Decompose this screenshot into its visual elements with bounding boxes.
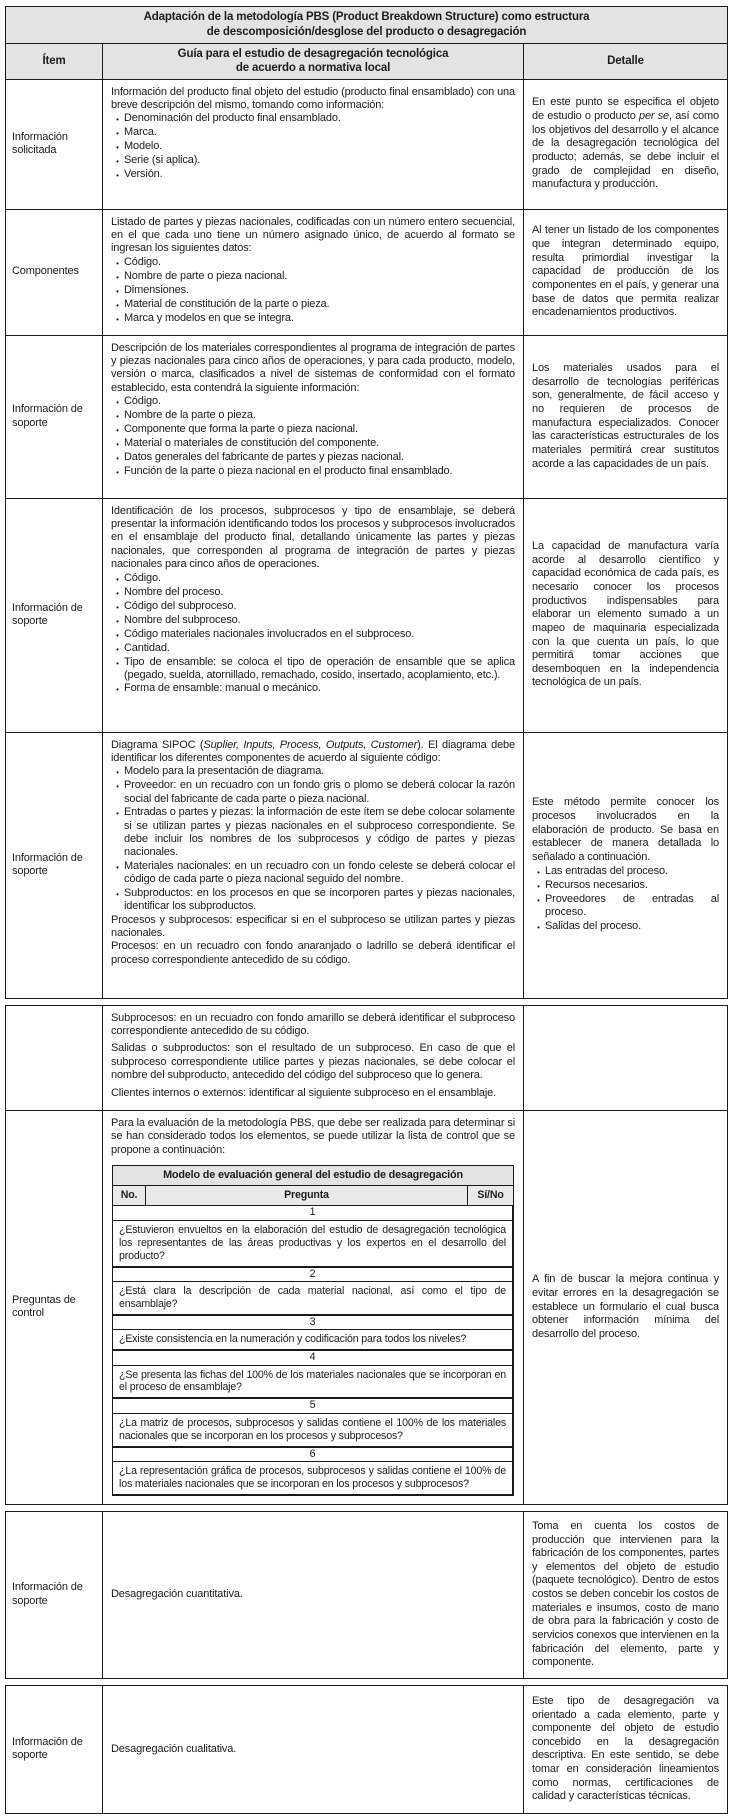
guide-cell	[103, 1686, 524, 1813]
bullet-dot: •	[537, 922, 540, 932]
bullet-text: Versión.	[124, 168, 163, 181]
paragraph: Los materiales usados para el desarrollo de tecnologías periféricas son, generalmente, de fácil acceso y no requieren de procesos de manufactura especializados. Conocer las características estructurales de los materiales permitirá crear sustitutos acorde a las capacidades de un país.	[532, 362, 719, 470]
bullet-text: Nombre del subproceso.	[124, 613, 241, 626]
paragraph	[532, 96, 719, 191]
item-label: Información de soporte	[12, 1735, 83, 1762]
bullet-text: Material de constitución de la parte o pieza.	[124, 297, 330, 310]
bullet-item	[111, 779, 515, 806]
checklist-col-question: Pregunta	[146, 1186, 468, 1205]
paragraph: Para la evaluación de la metodología PBS, que debe ser realizada para determinar si se han considerado todos los elementos, se puede utilizar la lista de control que se propone a continuación:	[111, 1117, 515, 1156]
paragraph: Al tener un listado de los componentes que integran determinado equipo, resulta primordial investigar la capacidad de producción de los componentes en el país, y generar una base de datos que permita realizar encadenamientos productivos.	[532, 224, 719, 319]
bullet-dot: •	[116, 782, 119, 792]
item-label: Información de soporte	[12, 1581, 83, 1607]
detail-cell	[524, 1512, 727, 1678]
bullet-dot: •	[116, 574, 119, 584]
item-cell	[6, 1686, 103, 1813]
bullet-dot: •	[116, 768, 119, 778]
bullet-item	[111, 409, 515, 423]
bullet-item	[111, 628, 515, 642]
bullet-dot: •	[116, 644, 119, 654]
guide-cell	[103, 210, 524, 335]
guide-cell	[103, 1006, 524, 1110]
checklist-header-row	[113, 1186, 513, 1205]
detail-cell	[524, 80, 727, 209]
yesno-cell	[113, 1494, 513, 1495]
bullet-dot: •	[116, 300, 119, 310]
bullet-item	[111, 437, 515, 451]
item-label: Información de soporte	[12, 403, 83, 429]
table-rows-group-1	[6, 79, 727, 998]
bullet-dot: •	[537, 881, 540, 891]
question-text: ¿Se presenta las fichas del 100% de los materiales nacionales que se incorporan en el proceso de ensamblaje?	[113, 1365, 513, 1398]
bullet-dot: •	[116, 862, 119, 872]
question-text: ¿Está clara la descripción de cada material nacional, así como el tipo de ensamblaje?	[113, 1281, 513, 1314]
column-header-item	[6, 44, 103, 79]
checklist-col-yesno: Sí/No	[477, 1189, 504, 1202]
bullet-text: Serie (si aplica).	[124, 154, 201, 167]
paragraph: Este tipo de desagregación va orientado a cada elemento, parte y componente del objeto de estudio concebido en la desagregación descriptiva. En este sentido, se debe tomar en consideración lineamientos como normas, certificaciones de calidad y características técnicas.	[532, 1694, 719, 1803]
table-block-page2	[5, 1005, 728, 1505]
table-rows-group-3	[6, 1512, 727, 1678]
column-header-row	[6, 44, 727, 79]
bullet-dot: •	[116, 630, 119, 640]
guide-cell	[103, 336, 524, 498]
bullet-text: Código.	[124, 571, 161, 584]
column-header-detail-label: Detalle	[607, 55, 644, 68]
bullet-item	[111, 284, 515, 298]
bullet-item	[111, 298, 515, 312]
text-run: ). El diagrama debe identificar los diferentes componentes de acuerdo al siguiente código:	[111, 738, 515, 765]
bullet-item	[111, 682, 515, 696]
detail-cell	[524, 210, 727, 335]
bullet-item	[532, 865, 719, 879]
paragraph: Subprocesos: en un recuadro con fondo amarillo se deberá identificar el subproceso correspondiente antecedido de su código.	[111, 1011, 515, 1038]
item-cell	[6, 80, 103, 209]
checklist-table	[112, 1165, 514, 1496]
bullet-text: Código materiales nacionales involucrados en el subproceso.	[124, 627, 415, 640]
column-header-detail	[524, 44, 727, 79]
column-header-guide	[103, 44, 524, 79]
item-cell	[6, 1512, 103, 1678]
bullet-dot: •	[116, 426, 119, 436]
bullet-dot: •	[116, 440, 119, 450]
paragraph: Descripción de los materiales correspondientes al programa de integración de partes y piezas nacionales para cinco años de operaciones, y para cada producto, modelo, versión o marca, clasificados a nivel de sistemas de conformidad con el formato establecido, esta contendrá la siguiente información:	[111, 341, 515, 394]
bullet-text: Modelo para la presentación de diagrama.	[124, 765, 325, 778]
question-text: ¿La matriz de procesos, subprocesos y salidas contiene el 100% de los materiales nacionales que se incorporan en los procesos y subprocesos?	[113, 1413, 513, 1446]
bullet-dot: •	[116, 258, 119, 268]
bullet-dot: •	[116, 588, 119, 598]
guide-cell	[103, 1512, 524, 1678]
bullet-item	[111, 154, 515, 168]
bullet-dot: •	[116, 602, 119, 612]
column-header-guide-line1: Guía para el estudio de desagregación tecnológica	[177, 47, 449, 60]
paragraph: Procesos y subprocesos: especificar si en el subproceso se utilizan partes y piezas nacionales.	[111, 913, 515, 939]
item-label: Información de soporte	[12, 851, 83, 878]
bullet-text: Recursos necesarios.	[545, 878, 648, 891]
bullet-text: Componente que forma la parte o pieza nacional.	[124, 423, 358, 436]
table-row	[6, 335, 727, 498]
guide-cell	[103, 1111, 524, 1504]
item-cell	[6, 733, 103, 998]
text-run: Diagrama SIPOC (	[111, 738, 204, 751]
table-row	[6, 1686, 727, 1813]
table-row	[6, 79, 727, 209]
paragraph: Procesos: en un recuadro con fondo anaranjado o ladrillo se deberá identificar el proceso correspondiente antecedido de su código.	[111, 940, 515, 966]
bullet-text: Nombre de la parte o pieza.	[124, 409, 256, 422]
bullet-dot: •	[116, 129, 119, 139]
bullet-dot: •	[116, 685, 119, 695]
bullet-text: Proveedores de entradas al proceso.	[545, 892, 719, 919]
question-text: ¿La representación gráfica de procesos, subprocesos y salidas contiene el 100% de los materiales nacionales que se incorporan en los procesos y subprocesos?	[113, 1461, 513, 1494]
guide-cell	[103, 499, 524, 732]
bullet-text: Denominación del producto final ensamblado.	[124, 112, 341, 125]
table-block-page1	[5, 6, 728, 999]
item-cell	[6, 1006, 103, 1110]
paragraph: Desagregación cualitativa.	[111, 1742, 237, 1755]
bullet-text: Salidas del proceso.	[545, 919, 642, 932]
bullet-dot: •	[116, 616, 119, 626]
bullet-item	[111, 656, 515, 683]
bullet-dot: •	[116, 398, 119, 408]
bullet-text: Código.	[124, 395, 161, 408]
bullet-item	[111, 126, 515, 140]
detail-cell	[524, 1006, 727, 1110]
question-number: 4	[113, 1350, 513, 1364]
table-row	[6, 1006, 727, 1110]
bullet-item	[111, 140, 515, 154]
guide-cell	[103, 733, 524, 998]
question-text: ¿Existe consistencia en la numeración y codificación para todos los niveles?	[113, 1329, 513, 1349]
bullet-dot: •	[116, 286, 119, 296]
bullet-text: Código del subproceso.	[124, 599, 237, 612]
bullet-dot: •	[116, 143, 119, 153]
bullet-item	[532, 893, 719, 920]
bullet-item	[111, 168, 515, 182]
bullet-item	[111, 860, 515, 887]
bullet-item	[111, 395, 515, 409]
item-label: Preguntas de control	[12, 1294, 76, 1320]
bullet-text: Nombre del proceso.	[124, 585, 224, 598]
table-rows-group-4	[6, 1686, 727, 1813]
pbs-adaptation-table	[5, 6, 728, 1820]
detail-cell	[524, 1686, 727, 1813]
bullet-text: Marca.	[124, 126, 157, 139]
bullet-text: Marca y modelos en que se integra.	[124, 311, 294, 324]
column-header-guide-line2: de acuerdo a normativa local	[235, 62, 391, 75]
bullet-text: Cantidad.	[124, 641, 170, 654]
item-cell	[6, 336, 103, 498]
text-run: , así como los objetivos del desarrollo y el alcance de la desagregación tecnológica del producto; además, se debe incluir el grado de complejidad en diseño, manufactura y producción.	[532, 110, 719, 191]
bullet-dot: •	[116, 454, 119, 464]
bullet-dot: •	[116, 314, 119, 324]
item-label: Información solicitada	[12, 130, 68, 157]
bullet-item	[111, 256, 515, 270]
bullet-dot: •	[116, 468, 119, 478]
bullet-item	[532, 920, 719, 934]
paragraph: Salidas o subproductos: son el resultado de un subproceso. En caso de que el subproceso correspondiente utilice partes y piezas nacionales, se debe colocar el nombre del subproducto, antecedido del código del subproceso que lo genera.	[111, 1042, 515, 1082]
item-label: Componentes	[12, 265, 79, 278]
paragraph: Identificación de los procesos, subprocesos y tipo de ensamblaje, se deberá presentar la información identificando todos los procesos y subprocesos involucrados en el ensamblaje del producto final, detallando únicamente las partes y piezas nacionales, que corresponden al programa de integración de partes y piezas nacionales para cinco años de operaciones.	[111, 504, 515, 571]
detail-cell	[524, 499, 727, 732]
bullet-text: Nombre de parte o pieza nacional.	[124, 269, 288, 282]
bullet-item	[111, 572, 515, 586]
bullet-item	[111, 270, 515, 284]
bullet-item	[532, 879, 719, 893]
question-text: ¿Estuvieron envueltos en la elaboración del estudio de desagregación tecnológica los representantes de las áreas productivas y los expertos en el desarrollo del producto?	[113, 1220, 513, 1266]
column-header-item-label: Ítem	[42, 55, 66, 68]
bullet-dot: •	[116, 412, 119, 422]
table-row	[6, 732, 727, 998]
bullet-text: Datos generales del fabricante de partes y piezas nacional.	[124, 451, 404, 464]
question-number: 2	[113, 1267, 513, 1281]
bullet-text: Dimensiones.	[124, 283, 189, 296]
table-title	[6, 7, 727, 44]
bullet-dot: •	[116, 115, 119, 125]
bullet-dot: •	[116, 809, 119, 819]
table-block-page3	[5, 1511, 728, 1679]
table-row	[6, 498, 727, 732]
detail-cell	[524, 1111, 727, 1504]
paragraph: Toma en cuenta los costos de producción que intervienen para la fabricación de los componentes, partes y elementos del objeto de estudio (paquete tecnológico). Dentro de estos costos se deben concebir los costos de materiales e insumos, costo de mano de obra para la fabricación y costo de servicios conexos que intervienen en la fabricación del elemento, parte y componente.	[532, 1519, 719, 1669]
bullet-item	[111, 451, 515, 465]
text-run: En este punto se especifica el objeto de estudio o producto	[532, 96, 719, 123]
bullet-item	[111, 642, 515, 656]
bullet-text: Proveedor: en un recuadro con un fondo gris o plomo se deberá colocar la razón social del fabricante de cada parte o pieza nacional.	[124, 779, 515, 805]
italic-text-run: per se	[639, 110, 670, 123]
question-number: 3	[113, 1315, 513, 1329]
bullet-item	[111, 586, 515, 600]
bullet-item	[111, 614, 515, 628]
paragraph: A fin de buscar la mejora continua y evitar errores en la desagregación se establece un formulario el cual busca obtener información mínima del desarrollo del proceso.	[532, 1273, 719, 1340]
checklist-title: Modelo de evaluación general del estudio de desagregación	[113, 1166, 513, 1186]
bullet-text: Modelo.	[124, 140, 163, 153]
bullet-item	[111, 887, 515, 914]
bullet-item	[111, 600, 515, 614]
italic-text-run: Suplier, Inputs, Process, Outputs, Customer	[203, 738, 418, 751]
bullet-dot: •	[116, 272, 119, 282]
bullet-dot: •	[116, 889, 119, 899]
paragraph: Este método permite conocer los procesos involucrados en la elaboración de producto. Se basa en establecer de manera detallada lo señalado a continuación.	[532, 796, 719, 863]
bullet-dot: •	[537, 867, 540, 877]
bullet-item	[111, 806, 515, 860]
bullet-item	[111, 465, 515, 479]
bullet-dot: •	[116, 171, 119, 181]
table-block-page4	[5, 1685, 728, 1814]
detail-cell	[524, 733, 727, 998]
paragraph: Información del producto final objeto del estudio (producto final ensamblado) con una breve descripción del mismo, tomando como información:	[111, 85, 515, 112]
paragraph: Clientes internos o externos: identificar al siguiente subproceso en el ensamblaje.	[111, 1086, 497, 1099]
bullet-item	[111, 765, 515, 779]
paragraph: La capacidad de manufactura varía acorde al desarrollo científico y capacidad económica de cada país, es necesario conocer los procesos productivos indispensables para elaborar un elemento sumado a un mapeo de maquinaria especializada con la que cuenta un país, lo que permitirá tomar acciones que desemboquen en la independencia tecnológica de un país.	[532, 540, 719, 689]
table-row	[6, 209, 727, 335]
detail-cell	[524, 336, 727, 498]
guide-cell	[103, 80, 524, 209]
bullet-text: Código.	[124, 255, 161, 268]
table-title-line2: de descomposición/desglose del producto o desagregación	[206, 25, 527, 38]
paragraph: Listado de partes y piezas nacionales, codificadas con un número entero secuencial, en el que cada uno tiene un número asignado único, de acuerdo al formato se ingresan los siguientes datos:	[111, 215, 515, 255]
bullet-text: Subproductos: en los procesos en que se incorporen partes y piezas nacionales, identificar los subproductos.	[124, 886, 515, 913]
item-cell	[6, 1111, 103, 1504]
bullet-dot: •	[537, 895, 540, 905]
bullet-item	[111, 423, 515, 437]
table-row	[6, 1512, 727, 1678]
bullet-text: Tipo de ensamble: se coloca el tipo de operación de ensamble que se aplica (pegado, suelda, atornillado, remachado, cosido, insertado, acoplamiento, etc.).	[124, 655, 515, 682]
bullet-text: Materiales nacionales: en un recuadro con un fondo celeste se deberá colocar el código de cada parte o pieza nacional seguido del nombre.	[124, 859, 515, 886]
checklist-col-no: No.	[113, 1186, 146, 1205]
question-number: 6	[113, 1447, 513, 1461]
table-title-line1: Adaptación de la metodología PBS (Product Breakdown Structure) como estructura	[143, 11, 590, 23]
bullet-text: Material o materiales de constitución del componente.	[124, 437, 379, 450]
bullet-text: Entradas o partes y piezas: la información de este ítem se debe colocar solamente si se utilizan partes y piezas nacionales en el subproceso correspondiente. Se debe incluir los nombres de los subprocesos y código de partes y piezas nacionales.	[124, 806, 515, 859]
bullet-dot: •	[116, 157, 119, 167]
bullet-dot: •	[116, 658, 119, 668]
item-cell	[6, 499, 103, 732]
table-rows-group-2	[6, 1006, 727, 1504]
item-label: Información de soporte	[12, 601, 83, 628]
question-number: 5	[113, 1398, 513, 1412]
table-row	[6, 1110, 727, 1504]
bullet-item	[111, 312, 515, 326]
bullet-text: Forma de ensamble: manual o mecánico.	[124, 682, 321, 695]
bullet-item	[111, 112, 515, 126]
bullet-text: Las entradas del proceso.	[545, 864, 668, 877]
bullet-text: Función de la parte o pieza nacional en el producto final ensamblado.	[124, 465, 453, 478]
item-cell	[6, 210, 103, 335]
paragraph: Desagregación cuantitativa.	[111, 1588, 243, 1601]
paragraph	[111, 739, 515, 766]
question-number: 1	[113, 1205, 513, 1219]
